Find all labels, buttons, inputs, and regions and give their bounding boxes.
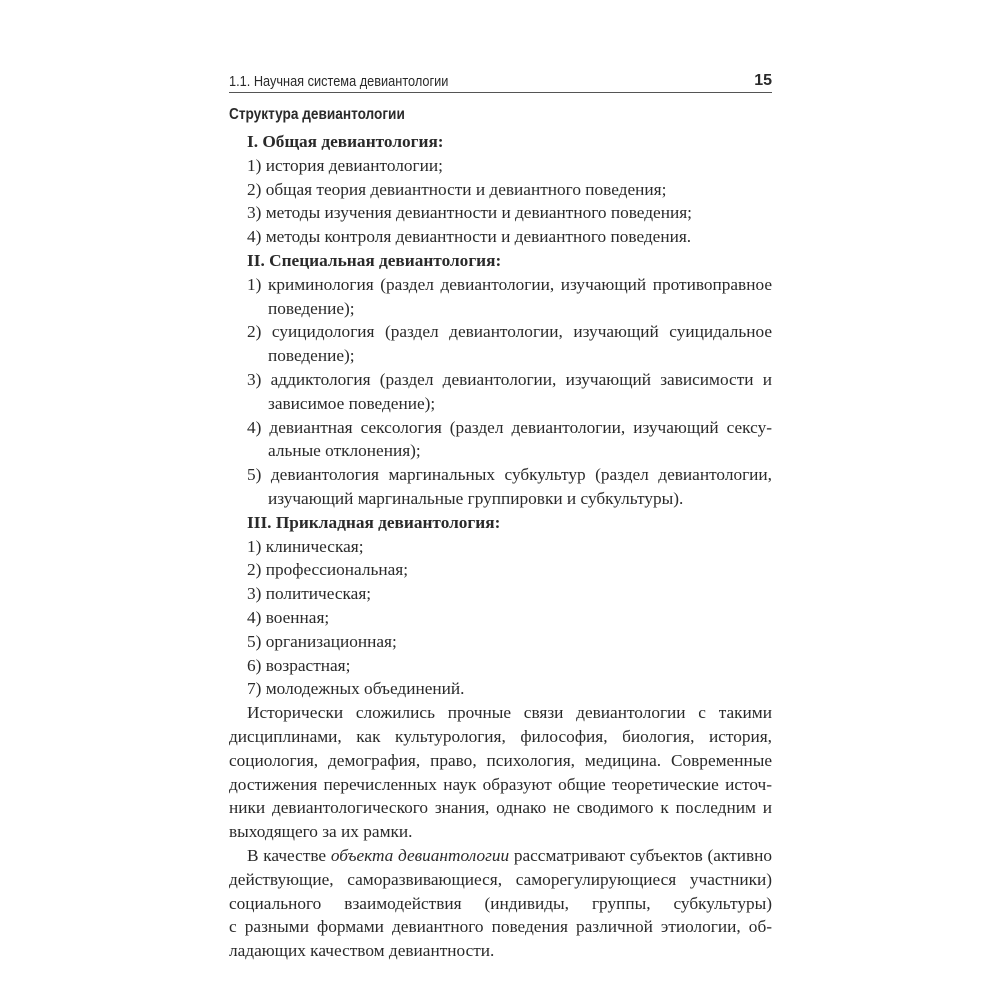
running-head (229, 70, 772, 93)
group-heading: III. Прикладная девиантология: (247, 512, 501, 532)
list-item-line: поведение); (268, 298, 355, 318)
paragraph-line: действующие, саморазвивающиеся, саморегулирующиеся участники) (229, 869, 772, 889)
paragraph-line: Исторически сложились прочные связи девиантологии с такими (247, 703, 772, 723)
paragraph-line: социология, демография, право, психология, медицина. Современные (229, 750, 772, 770)
group-heading: I. Общая девиантология: (247, 132, 444, 151)
paragraph-line: ладающих качеством девиантности. (229, 941, 495, 961)
paragraph-line (229, 844, 772, 868)
list-item-line: 5) организационная; (247, 631, 397, 651)
list-item-line: поведение); (268, 346, 355, 366)
paragraph-line: достижения перечисленных наук образуют общие теоретические источ- (229, 774, 772, 794)
book-page (229, 70, 772, 963)
list-item-line: 1) история девиантологии; (247, 155, 443, 175)
text-span: В качестве (247, 845, 331, 865)
list-item-line: 5) девиантология маргинальных субкультур (раздел девиантологии, (247, 465, 772, 485)
list-item-line: 4) военная; (247, 607, 330, 627)
group-heading: II. Специальная девиантология: (247, 250, 502, 270)
section-title: Структура девиантологии (229, 106, 405, 123)
list-item-line: 6) возрастная; (247, 655, 351, 675)
list-item-line: 3) аддиктология (раздел девиантологии, изучающий зависимости и (247, 369, 772, 389)
paragraph-line: дисциплинами, как культурология, философия, биология, история, (229, 726, 772, 746)
paragraph-line: ники девиантологического знания, однако не сводимого к последним и (229, 798, 772, 818)
list-item-line: альные отклонения); (268, 441, 421, 461)
list-item-line: 4) методы контроля девиантности и девиантного поведения. (247, 227, 692, 247)
list-item-line: 2) общая теория девиантности и девиантного поведения; (247, 179, 667, 199)
page-number: 15 (754, 72, 772, 89)
list-item-line: 3) методы изучения девиантности и девиантного поведения; (247, 203, 692, 223)
list-item-line: 1) криминология (раздел девиантологии, изучающий противоправное (247, 274, 772, 294)
paragraph-line: с разными формами девиантного поведения различной этиологии, об- (229, 917, 772, 937)
list-item-line: 2) суицидология (раздел девиантологии, изучающий суицидальное (247, 322, 772, 342)
list-item-line: 3) политическая; (247, 584, 372, 604)
list-item-line: 7) молодежных объединений. (247, 679, 465, 699)
list-item-line: зависимое поведение); (268, 393, 436, 413)
list-item-line: изучающий маргинальные группировки и субкультуры). (268, 488, 684, 508)
chapter-title: 1.1. Научная система девиантологии (229, 74, 449, 90)
emphasized-term: объекта девиантологии (330, 845, 510, 865)
paragraph-line: выходящего за их рамки. (229, 822, 413, 842)
list-item-line: 1) клиническая; (247, 536, 364, 556)
paragraph-line: социального взаимодействия (индивиды, группы, субкультуры) (229, 893, 772, 913)
list-item-line: 4) девиантная сексология (раздел девиантологии, изучающий сексу- (247, 417, 772, 437)
page-body (229, 130, 772, 963)
list-item-line: 2) профессиональная; (247, 560, 409, 580)
text-span: рассматривают субъектов (активно (509, 845, 772, 865)
